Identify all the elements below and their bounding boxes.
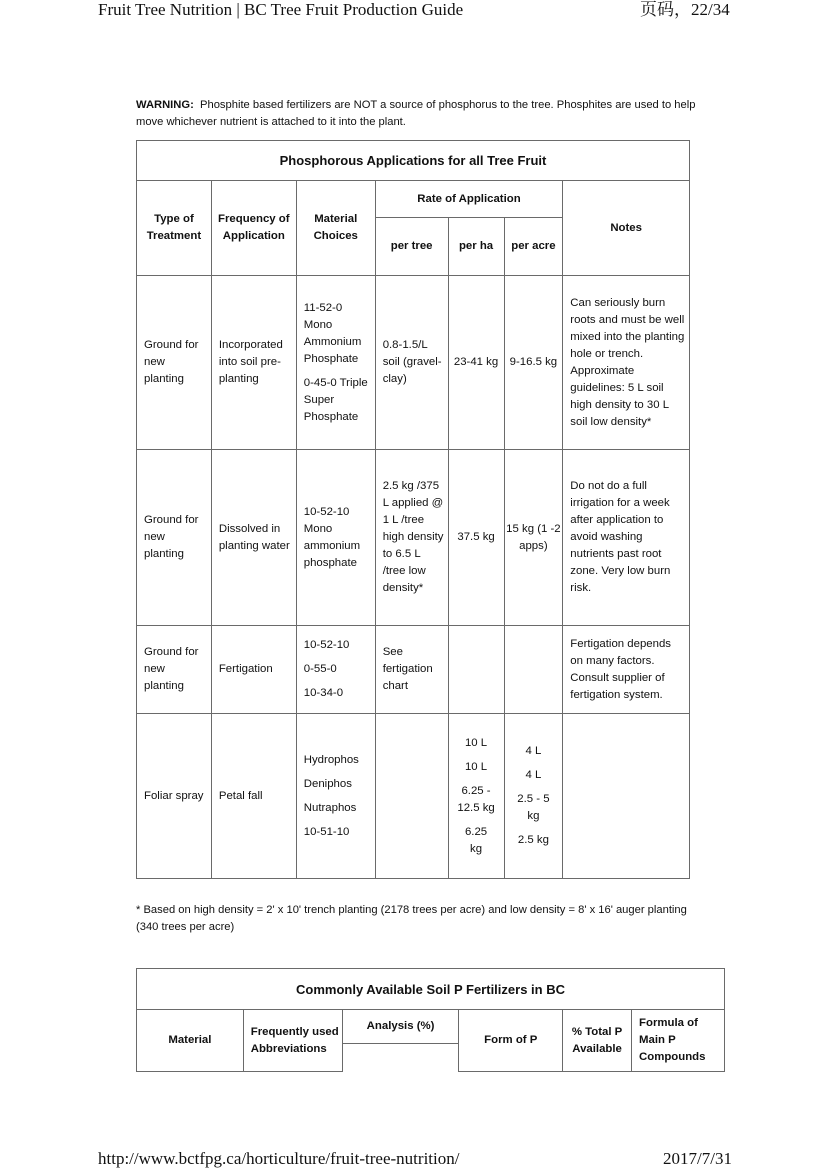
cell-type: Ground for new planting [137,450,212,626]
column-header-notes: Notes [563,181,690,276]
soil-p-fertilizers-table [136,968,725,1072]
table-row [137,626,690,714]
column-header-per-ha: per ha [448,218,504,276]
rate-item: 4 L [525,745,542,757]
page-indicator: 页码，22/34 [640,0,730,19]
cell-per-tree: See fertigation chart [375,626,448,714]
cell-notes: Can seriously burn roots and must be well mixed into the planting hole or trench. Approximate guidelines: 5 L soil high density to 30 L soil low density* [563,276,690,450]
cell-frequency: Petal fall [211,714,296,879]
cell-notes: Fertigation depends on many factors. Consult supplier of fertigation system. [563,626,690,714]
rate-item: 4 L [525,769,542,781]
page-header-title: Fruit Tree Nutrition | BC Tree Fruit Production Guide [98,0,464,19]
column-header-type: Type of Treatment [137,181,212,276]
column-header-rate: Rate of Application [375,181,563,218]
material-item: Deniphos [303,777,352,790]
cell-frequency: Incorporated into soil pre-planting [211,276,296,450]
rate-item: 2.5 kg [517,834,549,846]
cell-per-tree [375,714,448,879]
cell-frequency: Fertigation [211,626,296,714]
cell-per-ha: 37.5 kg [448,450,504,626]
warning-note [136,97,696,131]
rate-item: 10 L [464,736,488,749]
footnote: * Based on high density = 2' x 10' trench planting (2178 trees per acre) and low density = 8' x 16' auger planting (340 trees per acre) [136,904,687,933]
table-row [137,714,690,879]
material-item: Nutraphos [303,801,357,814]
cell-per-tree: 0.8-1.5/L soil (gravel-clay) [375,276,448,450]
cell-per-tree: 2.5 kg /375 L applied @ 1 L /tree high density to 6.5 L /tree low density* [375,450,448,626]
cell-materials [296,450,375,626]
column-header-form: Form of P [459,1010,563,1072]
column-header-total-p: % Total P Available [563,1010,632,1072]
material-item: 10-51-10 [303,825,350,838]
page-footer-url: http://www.bctfpg.ca/horticulture/fruit-tree-nutrition/ [98,1149,460,1168]
column-header-material: Material Choices [296,181,375,276]
material-item: 0-55-0 [303,663,337,675]
column-header-per-tree: per tree [375,218,448,276]
rate-item: 10 L [464,760,488,773]
warning-text: Phosphite based fertilizers are NOT a source of phosphorus to the tree. Phosphites are used to help move whichever nutrient is attached to it into the plant. [136,99,696,128]
cell-materials [296,276,375,450]
cell-per-ha [448,714,504,879]
cell-materials [296,626,375,714]
column-header-analysis: Analysis (%) [342,1010,459,1044]
material-item: 11-52-0 Mono Ammonium Phosphate [303,301,362,365]
cell-type: Ground for new planting [137,276,212,450]
column-header-frequency: Frequency of Application [211,181,296,276]
table-title: Phosphorous Applications for all Tree Fruit [137,141,690,181]
cell-per-acre: 9-16.5 kg [504,276,563,450]
material-item: 10-52-10 [303,639,350,651]
cell-type: Ground for new planting [137,626,212,714]
material-item: 10-52-10 Mono ammonium phosphate [303,505,361,569]
cell-per-ha [448,626,504,714]
table-row [137,450,690,626]
column-header-per-acre: per acre [504,218,563,276]
column-header-formula: Formula of Main P Compounds [632,1010,725,1072]
material-item: Hydrophos [303,753,359,766]
column-header-abbreviations: Frequently used Abbreviations [243,1010,342,1072]
material-item: 0-45-0 Triple Super Phosphate [303,376,368,423]
page-footer-date: 2017/7/31 [663,1149,732,1168]
cell-frequency: Dissolved in planting water [211,450,296,626]
rate-item: 6.25 kg [464,825,488,855]
rate-item: 6.25 - 12.5 kg [457,784,495,814]
cell-per-acre [504,714,563,879]
warning-label: WARNING: [136,99,194,111]
cell-per-ha: 23-41 kg [448,276,504,450]
cell-materials [296,714,375,879]
column-header-material: Material [137,1010,244,1072]
table-row [137,276,690,450]
material-item: 10-34-0 [303,687,344,699]
cell-notes [563,714,690,879]
column-header-analysis-sub [342,1044,459,1072]
rate-item: 2.5 - 5 kg [517,793,550,822]
cell-per-acre [504,626,563,714]
cell-notes: Do not do a full irrigation for a week after application to avoid washing nutrients past root zone. Very low burn risk. [563,450,690,626]
cell-per-acre: 15 kg (1 -2 apps) [504,450,563,626]
cell-type: Foliar spray [137,714,212,879]
phosphorous-applications-table [136,140,690,879]
table-title: Commonly Available Soil P Fertilizers in BC [137,969,725,1010]
